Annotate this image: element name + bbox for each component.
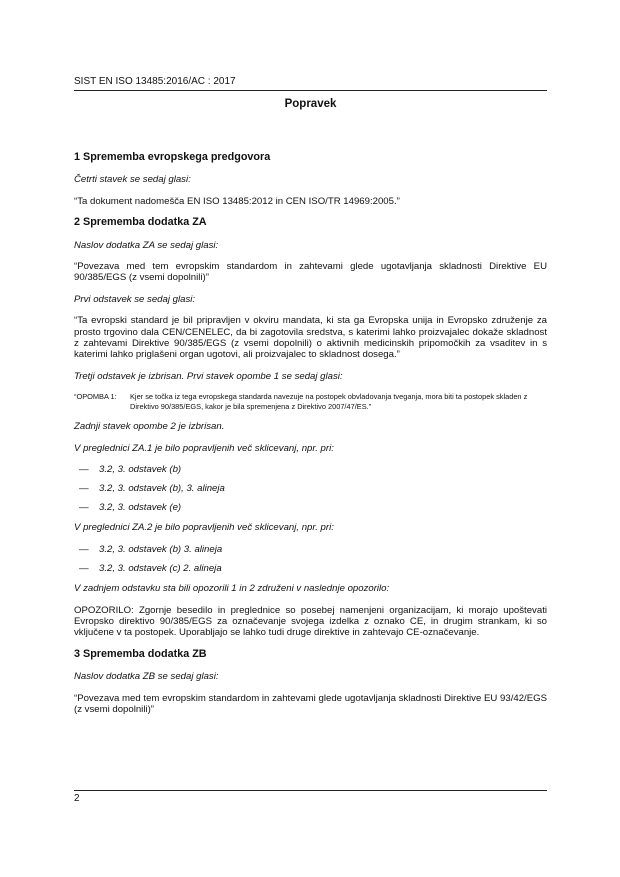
section-1-heading: 1 Sprememba evropskega predgovora — [74, 151, 271, 163]
list-dash: — — [79, 543, 89, 555]
table-za1-references — [74, 464, 547, 513]
list-item-text: 3.2, 3. odstavek (b) — [99, 463, 182, 475]
list-dash: — — [79, 463, 89, 475]
list-item — [74, 544, 547, 555]
section-3-heading: 3 Sprememba dodatka ZB — [74, 647, 207, 660]
list-dash: — — [79, 482, 89, 494]
section-2-instruction-note-1: Tretji odstavek je izbrisan. Prvi stavek opombe 1 se sedaj glasi: — [74, 370, 343, 382]
list-item-text: 3.2, 3. odstavek (e) — [99, 501, 182, 513]
page-title: Popravek — [284, 98, 337, 110]
warning-paragraph: OPOZORILO: Zgornje besedilo in preglednice so posebej namenjeni organizacijam, ki morajo upoštevati Evropsko direktivo 90/385/EGS za označevanje svojega izdelka z oznako CE, in drugim strankam, ki so vključene v ta postopek. Uporabljajo se lahko tudi druge direktive in zahtevajo CE-označevanje. — [74, 604, 547, 639]
footer-divider — [74, 790, 547, 791]
section-2-instruction-note-2: Zadnji stavek opombe 2 je izbrisan. — [74, 421, 225, 433]
section-2-quote-first-paragraph: “Ta evropski standard je bil pripravljen v okviru mandata, ki sta ga Evropska unija in Evropsko združenje za prosto trgovino dala CEN/CENELEC, da bi zagotovila sredstva, s katerimi lahko proizvajalec dokaže skladnost z zahtevami Direktive 90/385/EGS (z vsemi dopolnili) o aktivnih medicinskih pripomočkih za vsaditev in s katerimi lahko priglašeni organ ugotovi, ali proizvajalec to skladnost dosega.” — [74, 315, 547, 361]
list-dash: — — [79, 501, 89, 513]
section-2-instruction-title: Naslov dodatka ZA se sedaj glasi: — [74, 239, 219, 251]
section-3-instruction: Naslov dodatka ZB se sedaj glasi: — [74, 671, 219, 683]
list-item — [74, 464, 547, 475]
standard-id: SIST EN ISO 13485:2016/AC : 2017 — [74, 76, 236, 87]
list-item-text: 3.2, 3. odstavek (b), 3. alineja — [99, 482, 225, 494]
section-2-instruction-table-za2: V preglednici ZA.2 je bilo popravljenih več sklicevanj, npr. pri: — [74, 522, 334, 534]
list-item — [74, 483, 547, 494]
list-dash: — — [79, 562, 89, 574]
list-item — [74, 563, 547, 574]
section-3-quote: “Povezava med tem evropskim standardom in zahtevami glede ugotavljanja skladnosti Direktive EU 93/42/EGS (z vsemi dopolnili)” — [74, 692, 547, 715]
section-2-quote-title: “Povezava med tem evropskim standardom in zahtevami glede ugotavljanja skladnosti Direktive EU 90/385/EGS (z vsemi dopolnili)” — [74, 261, 547, 284]
note-1 — [74, 392, 547, 411]
list-item-text: 3.2, 3. odstavek (b) 3. alineja — [99, 543, 223, 555]
section-2-instruction-first-paragraph: Prvi odstavek se sedaj glasi: — [74, 293, 196, 305]
header-divider — [74, 90, 547, 91]
section-2-instruction-warnings: V zadnjem odstavku sta bili opozorili 1 in 2 združeni v naslednje opozorilo: — [74, 583, 390, 595]
note-1-label: “OPOMBA 1: — [74, 392, 117, 402]
table-za2-references — [74, 544, 547, 574]
list-item-text: 3.2, 3. odstavek (c) 2. alineja — [99, 562, 222, 574]
note-1-text: Kjer se točka iz tega evropskega standarda navezuje na postopek obvladovanja tveganja, mora biti ta postopek skladen z Direktivo 90/385/EGS, kakor je bila spremenjena z Direktivo 2007/47/ES.” — [130, 392, 528, 411]
document-body — [74, 152, 547, 725]
section-1-instruction: Četrti stavek se sedaj glasi: — [74, 174, 191, 186]
list-item — [74, 502, 547, 513]
section-2-instruction-table-za1: V preglednici ZA.1 je bilo popravljenih več sklicevanj, npr. pri: — [74, 442, 334, 454]
section-2-heading: 2 Sprememba dodatka ZA — [74, 216, 207, 229]
section-1-quote: “Ta dokument nadomešča EN ISO 13485:2012 in CEN ISO/TR 14969:2005.” — [74, 195, 400, 207]
page-number: 2 — [74, 793, 80, 804]
